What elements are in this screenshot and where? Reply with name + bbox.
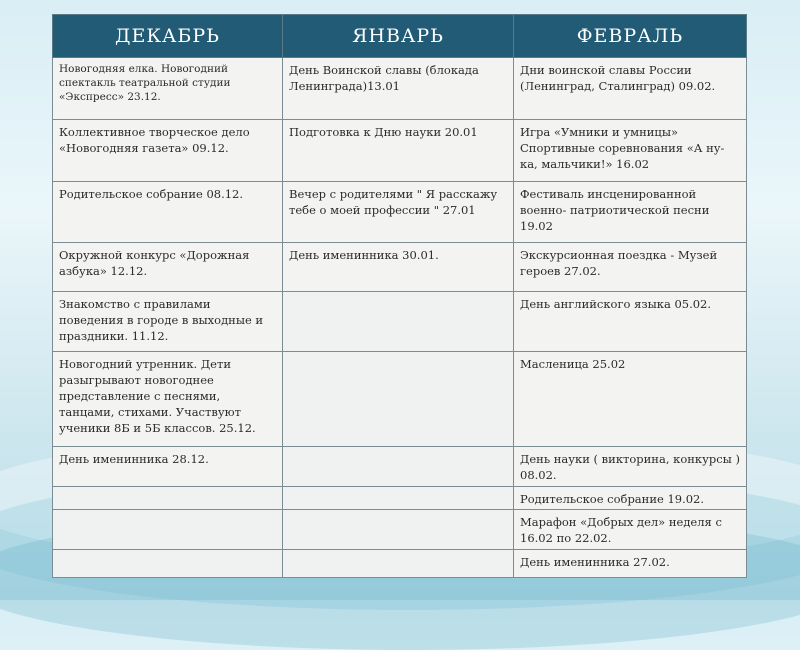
cell-january: Подготовка к Дню науки 20.01 <box>283 120 514 182</box>
cell-january: День именинника 30.01. <box>283 243 514 292</box>
cell-january <box>283 550 514 578</box>
table-row <box>53 487 747 510</box>
cell-february: День науки ( викторина, конкурсы ) 08.02. <box>514 447 747 487</box>
cell-december <box>53 510 283 550</box>
cell-december: Знакомство с правилами поведения в городе в выходные и праздники. 11.12. <box>53 292 283 352</box>
table-row <box>53 352 747 447</box>
cell-december <box>53 487 283 510</box>
header-december: ДЕКАБРЬ <box>53 15 283 58</box>
table-row <box>53 292 747 352</box>
cell-january <box>283 510 514 550</box>
table-row <box>53 58 747 120</box>
cell-december: Окружной конкурс «Дорожная азбука» 12.12. <box>53 243 283 292</box>
cell-december: Новогодняя елка. Новогодний спектакль театральной студии «Экспресс» 23.12. <box>53 58 283 120</box>
cell-december: День именинника 28.12. <box>53 447 283 487</box>
header-january: ЯНВАРЬ <box>283 15 514 58</box>
table-row <box>53 510 747 550</box>
table-row <box>53 182 747 243</box>
cell-february: Марафон «Добрых дел» неделя с 16.02 по 22.02. <box>514 510 747 550</box>
cell-january <box>283 292 514 352</box>
cell-february: Дни воинской славы России (Ленинград, Сталинград) 09.02. <box>514 58 747 120</box>
cell-december: Новогодний утренник. Дети разыгрывают новогоднее представление с песнями, танцами, стихами. Участвуют ученики 8Б и 5Б классов. 25.12. <box>53 352 283 447</box>
cell-january <box>283 487 514 510</box>
cell-december: Родительское собрание 08.12. <box>53 182 283 243</box>
table-row <box>53 447 747 487</box>
cell-december <box>53 550 283 578</box>
cell-january <box>283 447 514 487</box>
table-row <box>53 120 747 182</box>
cell-january <box>283 352 514 447</box>
events-plan-table <box>52 14 747 578</box>
cell-december: Коллективное творческое дело «Новогодняя газета» 09.12. <box>53 120 283 182</box>
table-row <box>53 243 747 292</box>
cell-january: Вечер с родителями " Я расскажу тебе о моей профессии " 27.01 <box>283 182 514 243</box>
cell-february: День английского языка 05.02. <box>514 292 747 352</box>
cell-february: Родительское собрание 19.02. <box>514 487 747 510</box>
table-row <box>53 550 747 578</box>
cell-february: День именинника 27.02. <box>514 550 747 578</box>
cell-january: День Воинской славы (блокада Ленинграда)13.01 <box>283 58 514 120</box>
header-row <box>53 15 747 58</box>
cell-february: Фестиваль инсценированной военно- патриотической песни 19.02 <box>514 182 747 243</box>
cell-february: Игра «Умники и умницы» Спортивные соревнования «А ну-ка, мальчики!» 16.02 <box>514 120 747 182</box>
header-february: ФЕВРАЛЬ <box>514 15 747 58</box>
cell-february: Экскурсионная поездка - Музей героев 27.02. <box>514 243 747 292</box>
cell-february: Масленица 25.02 <box>514 352 747 447</box>
